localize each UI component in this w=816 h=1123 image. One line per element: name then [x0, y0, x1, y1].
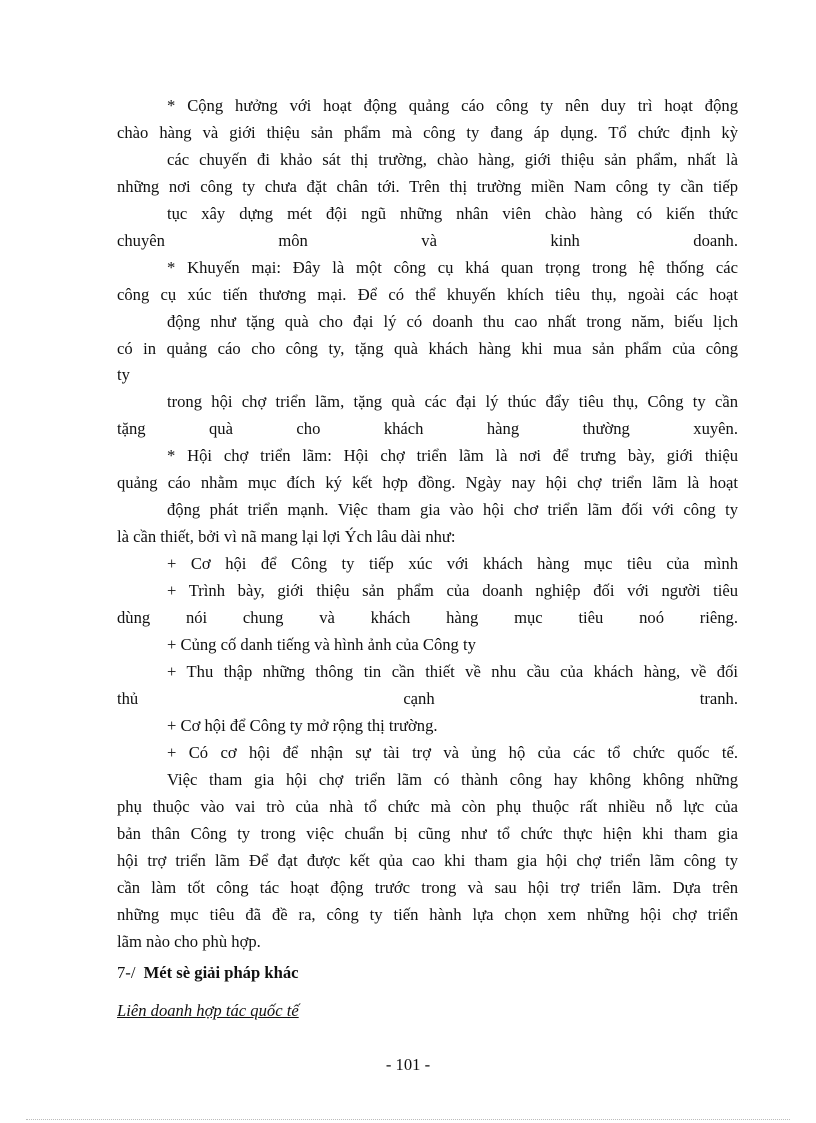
text-line: + Thu thập những thông tin cần thiết về nhu cầu của khách hàng, về đối	[167, 662, 738, 681]
text-line: + Cơ hội để Công ty mở rộng thị trường.	[167, 716, 438, 735]
text-line: có in quảng cáo cho công ty, tặng quà khách hàng khi mua sản phẩm của công	[117, 339, 738, 358]
text-line: Việc tham gia hội chợ triển lãm có thành công hay không không những	[167, 770, 738, 789]
text-line: cần làm tốt công tác hoạt động trước trong và sau hội trợ triển lãm. Dựa trên	[117, 878, 738, 897]
text-line: quảng cáo nhằm mục đích ký kết hợp đồng. Ngày nay hội chợ triển lãm là hoạt	[117, 473, 738, 492]
text-line: * Khuyến mại: Đây là một công cụ khá quan trọng trong hệ thống các	[167, 258, 738, 277]
text-line: thủ cạnh tranh.	[117, 689, 738, 708]
text-line: + Cơ hội để Công ty tiếp xúc với khách hàng mục tiêu của mình	[167, 554, 738, 573]
text-line: dùng nói chung và khách hàng mục tiêu noó riêng.	[117, 608, 738, 627]
subsection-heading	[117, 998, 738, 1024]
section-title: Mét sè giải pháp khác	[143, 963, 299, 982]
text-line: tặng quà cho khách hàng thường xuyên.	[117, 419, 738, 438]
text-line: động phát triển mạnh. Việc tham gia vào hội chơ triển lãm đối với công ty	[167, 500, 738, 519]
text-line: chào hàng và giới thiệu sản phẩm mà công ty đang áp dụng. Tổ chức định kỳ	[117, 123, 738, 142]
text-line: là cần thiết, bởi vì nã mang lại lợi Ých lâu dài như:	[117, 527, 456, 546]
text-line: phụ thuộc vào vai trò của nhà tổ chức mà còn phụ thuộc rất nhiều nỗ lực của	[117, 797, 738, 816]
text-line: trong hội chợ triển lãm, tặng quà các đại lý thúc đẩy tiêu thụ, Công ty cần	[167, 392, 738, 411]
page-number: - 101 -	[385, 1055, 431, 1074]
text-line: chuyên môn và kinh doanh.	[117, 231, 738, 250]
text-line: + Củng cố danh tiếng và hình ảnh của Công ty	[167, 635, 476, 654]
section-heading	[117, 960, 738, 986]
text-line: lãm nào cho phù hợp.	[117, 932, 261, 951]
section-number: 7-/	[117, 963, 136, 982]
text-line: động như tặng quà cho đại lý có doanh thu cao nhất trong năm, biếu lịch	[167, 312, 738, 331]
text-line: ty	[117, 365, 130, 384]
text-line: + Trình bày, giới thiệu sản phẩm của doanh nghiệp đối với người tiêu	[167, 581, 738, 600]
text-line: * Hội chợ triển lãm: Hội chợ triển lãm là nơi để trưng bày, giới thiệu	[167, 446, 738, 465]
text-line: những nơi công ty chưa đặt chân tới. Trên thị trường miền Nam công ty cần tiếp	[117, 177, 738, 196]
text-line: công cụ xúc tiến thương mại. Để có thể khuyến khích tiêu thụ, ngoài các hoạt	[117, 285, 738, 304]
text-line: các chuyến đi khảo sát thị trường, chào hàng, giới thiệu sản phẩm, nhất là	[167, 150, 738, 169]
page-bottom-divider	[26, 1119, 790, 1120]
text-line: tục xây dựng mét đội ngũ những nhân viên chào hàng có kiến thức	[167, 204, 738, 223]
text-line: hội trợ triển lãm Để đạt được kết qủa cao khi tham gia hội chợ triển lãm công ty	[117, 851, 738, 870]
text-line: bản thân Công ty trong việc chuẩn bị cũng như tổ chức thực hiện khi tham gia	[117, 824, 738, 843]
text-line: * Cộng hưởng với hoạt động quảng cáo công ty nên duy trì hoạt động	[167, 96, 738, 115]
text-line: những mục tiêu đã đề ra, công ty tiến hành lựa chọn xem những hội chợ triển	[117, 905, 738, 924]
text-line: + Có cơ hội để nhận sự tài trợ và ủng hộ của các tổ chức quốc tế.	[167, 743, 738, 762]
subsection-title: Liên doanh hợp tác quốc tế	[117, 1001, 299, 1020]
